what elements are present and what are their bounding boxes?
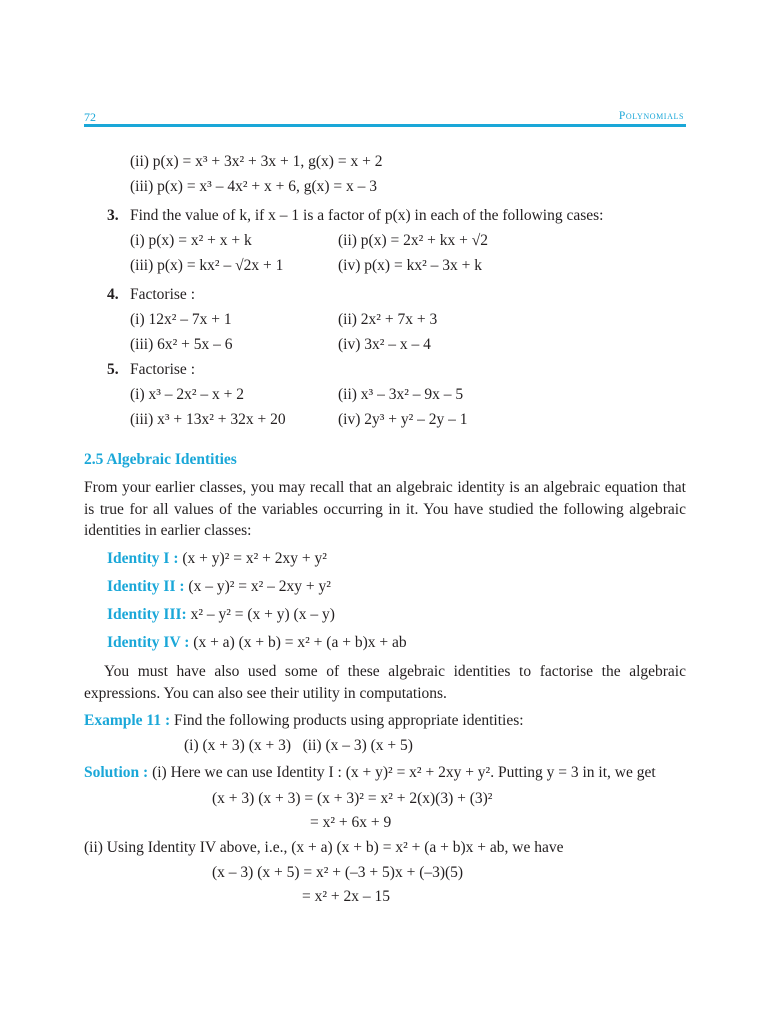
identity-3-expression: x² – y² = (x + y) (x – y) [190, 606, 335, 623]
identity-1-sep: : [169, 550, 183, 567]
question-3-part-iii: (iii) p(x) = kx² – √2x + 1 [130, 257, 284, 274]
question-3-text: Find the value of k, if x – 1 is a factor of p(x) in each of the following cases: [130, 207, 604, 224]
question-4-part-iii: (iii) 6x² + 5x – 6 [130, 336, 233, 353]
solution [84, 763, 656, 783]
example-parts: (i) (x + 3) (x + 3) (ii) (x – 3) (x + 5) [184, 737, 413, 754]
identity-4 [107, 633, 407, 653]
question-3-number: 3. [107, 207, 119, 224]
question-4-part-i: (i) 12x² – 7x + 1 [130, 311, 232, 328]
question-4-part-iv: (iv) 3x² – x – 4 [338, 336, 431, 353]
question-4-text: Factorise : [130, 286, 195, 303]
identity-2-sep: : [175, 578, 189, 595]
question-5-part-ii: (ii) x³ – 3x² – 9x – 5 [338, 386, 464, 403]
solution-line-1: (x + 3) (x + 3) = (x + 3)² = x² + 2(x)(3) + (3)² [212, 790, 493, 807]
identity-3-label: Identity III [107, 606, 182, 623]
identity-2 [107, 577, 331, 597]
question-5-part-i: (i) x³ – 2x² – x + 2 [130, 386, 245, 403]
header-rule [84, 124, 686, 127]
identity-3 [107, 605, 335, 625]
identity-1 [107, 549, 327, 569]
exercise-item-iii: (iii) p(x) = x³ – 4x² + x + 6, g(x) = x – 3 [130, 178, 378, 195]
solution-text: (i) Here we can use Identity I : (x + y)² = x² + 2xy + y². Putting y = 3 in it, we get [148, 764, 656, 781]
section-heading: 2.5 Algebraic Identities [84, 451, 237, 468]
question-3-part-iv: (iv) p(x) = kx² – 3x + k [338, 257, 482, 274]
question-5-part-iv: (iv) 2y³ + y² – 2y – 1 [338, 411, 468, 428]
section-intro-paragraph: From your earlier classes, you may recall that an algebraic identity is an algebraic equation that is true for all values of the variables occurring in it. You have studied the following algebraic identities in earlier classes: [84, 479, 686, 539]
solution-label: Solution : [84, 764, 149, 781]
question-3-part-ii: (ii) p(x) = 2x² + kx + √2 [338, 232, 489, 249]
question-4-part-ii: (ii) 2x² + 7x + 3 [338, 311, 438, 328]
identity-4-expression: (x + a) (x + b) = x² + (a + b)x + ab [193, 634, 407, 651]
example-text: Find the following products using appropriate identities: [170, 712, 524, 729]
question-3-part-i: (i) p(x) = x² + x + k [130, 232, 252, 249]
solution-line-4: = x² + 2x – 15 [302, 888, 391, 905]
identity-2-expression: (x – y)² = x² – 2xy + y² [188, 578, 331, 595]
identity-4-sep: : [180, 634, 194, 651]
identity-2-label: Identity II [107, 578, 176, 595]
example-label: Example 11 : [84, 712, 171, 729]
identity-3-sep: : [181, 606, 191, 623]
solution-part-ii-intro: (ii) Using Identity IV above, i.e., (x + a) (x + b) = x² + (a + b)x + ab, we have [84, 839, 564, 856]
chapter-title: Polynomials [618, 110, 684, 122]
solution-line-3: (x – 3) (x + 5) = x² + (–3 + 5)x + (–3)(5) [212, 864, 464, 881]
question-5-text: Factorise : [130, 361, 195, 378]
question-4-number: 4. [107, 286, 119, 303]
solution-line-2: = x² + 6x + 9 [310, 814, 392, 831]
utility-paragraph: You must have also used some of these algebraic identities to factorise the algebraic expressions. You can also see their utility in computations. [84, 663, 686, 702]
page-number: 72 [84, 110, 96, 124]
identity-4-label: Identity IV [107, 634, 181, 651]
exercise-item-ii: (ii) p(x) = x³ + 3x² + 3x + 1, g(x) = x + 2 [130, 153, 383, 170]
example-11 [84, 711, 524, 731]
question-5-part-iii: (iii) x³ + 13x² + 32x + 20 [130, 411, 286, 428]
question-5-number: 5. [107, 361, 119, 378]
identity-1-label: Identity I [107, 550, 170, 567]
identity-1-expression: (x + y)² = x² + 2xy + y² [182, 550, 327, 567]
